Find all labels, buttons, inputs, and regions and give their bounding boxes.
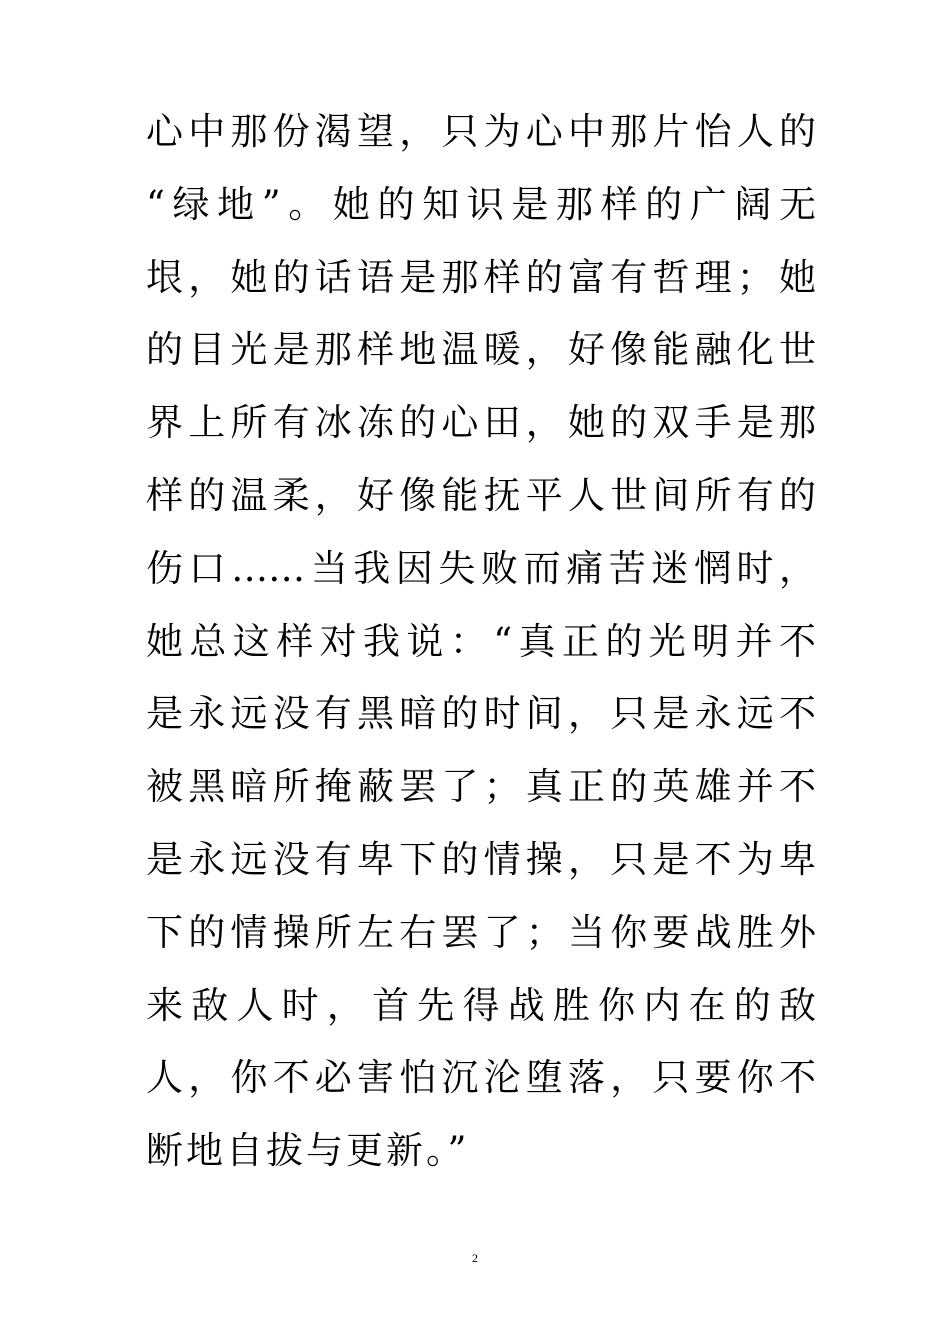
text-line: 是永远没有卑下的情操，只是不为卑 — [146, 837, 816, 881]
text-line: 她总这样对我说：“真正的光明并不 — [146, 619, 816, 663]
body-paragraph — [146, 96, 816, 1188]
page-number: 2 — [472, 1251, 478, 1265]
text-line: “绿地”。她的知识是那样的广阔无 — [146, 182, 816, 226]
text-line: 的目光是那样地温暖，好像能融化世 — [146, 328, 816, 372]
text-line: 人，你不必害怕沉沦堕落，只要你不 — [146, 1056, 816, 1100]
text-line: 来敌人时，首先得战胜你内在的敌 — [146, 983, 816, 1027]
text-line: 垠，她的话语是那样的富有哲理；她 — [146, 255, 816, 299]
text-line: 是永远没有黑暗的时间，只是永远不 — [146, 692, 816, 736]
text-line: 伤口……当我因失败而痛苦迷惘时， — [146, 546, 816, 590]
text-line: 界上所有冰冻的心田，她的双手是那 — [146, 401, 816, 445]
text-line: 样的温柔，好像能抚平人世间所有的 — [146, 473, 816, 517]
text-line: 断地自拔与更新。” — [146, 1129, 470, 1173]
text-line: 心中那份渴望，只为心中那片怡人的 — [146, 110, 816, 153]
text-line: 下的情操所左右罢了；当你要战胜外 — [146, 910, 816, 954]
text-line: 被黑暗所掩蔽罢了；真正的英雄并不 — [146, 765, 816, 809]
